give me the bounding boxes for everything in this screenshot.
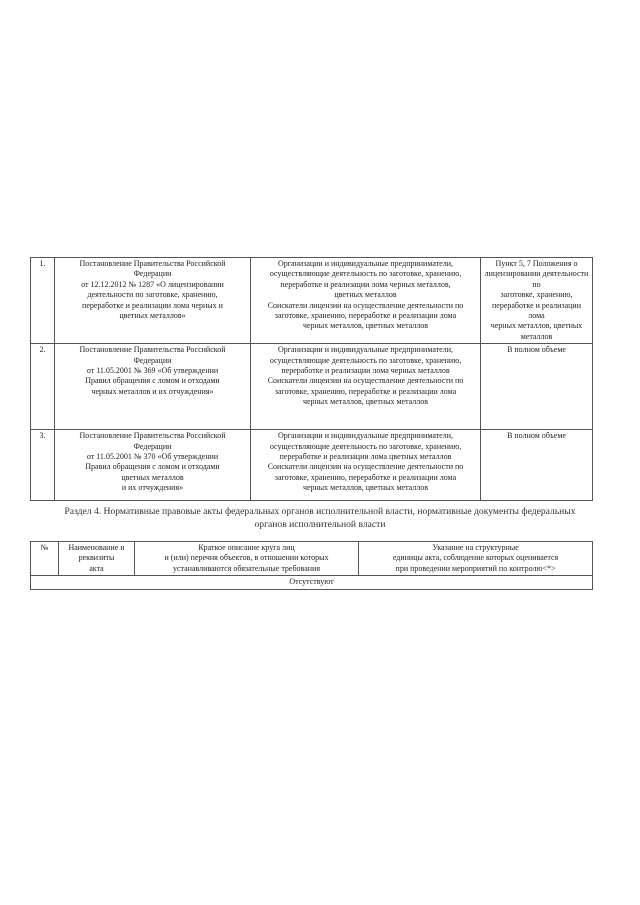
units-cell: В полном объеме bbox=[481, 430, 593, 501]
units-cell: Пункт 5, 7 Положения о лицензировании деятельности по заготовке, хранению, переработке и реализации лома черных металлов, цветных металлов bbox=[481, 258, 593, 344]
circle-cell: Организации и индивидуальные предприниматели, осуществляющие деятельность по заготовке, хранению, переработке и реализации лома черных металлов Соискатели лицензии на осуществление деятельности по заготовке, хранению, переработке и реализации лома черных металлов, цветных металлов bbox=[251, 344, 481, 430]
table-header-row bbox=[31, 542, 593, 576]
table-row bbox=[31, 430, 593, 501]
header-act-name: Наименование и реквизиты акта bbox=[59, 542, 135, 576]
header-number: № bbox=[31, 542, 59, 576]
circle-cell: Организации и индивидуальные предприниматели, осуществляющие деятельность по заготовке, хранению, переработке и реализации лома черных металлов, цветных металлов Соискатели лицензии на осуществление деятельности по заготовке, хранению, переработке и реализации лома черных металлов, цветных металлов bbox=[251, 258, 481, 344]
units-cell: В полном объеме bbox=[481, 344, 593, 430]
circle-cell: Организации и индивидуальные предприниматели, осуществляющие деятельность по заготовке, хранению, переработке и реализации лома цветных металлов Соискатели лицензии на осуществление деятельности по заготовке, хранению, переработке и реализации лома черных металлов, цветных металлов bbox=[251, 430, 481, 501]
acts-table bbox=[30, 257, 593, 501]
section-4-title: Раздел 4. Нормативные правовые акты федеральных органов исполнительной власти, нормативные документы федеральных органов исполнительной власти bbox=[64, 506, 576, 530]
act-cell: Постановление Правительства Российской Федерации от 11.05.2001 № 369 «Об утверждении Правил обращения с ломом и отходами черных металлов и их отчуждения» bbox=[55, 344, 251, 430]
act-cell: Постановление Правительства Российской Федерации от 11.05.2001 № 370 «Об утверждении Правил обращения с ломом и отходами цветных металлов и их отчуждения» bbox=[55, 430, 251, 501]
header-circle: Краткое описание круга лиц и (или) перечня объектов, в отношении которых устанавливаются обязательные требования bbox=[135, 542, 359, 576]
table-row bbox=[31, 258, 593, 344]
table-row bbox=[31, 576, 593, 589]
row-number: 1. bbox=[31, 258, 55, 344]
table-row bbox=[31, 344, 593, 430]
act-cell: Постановление Правительства Российской Федерации от 12.12.2012 № 1287 «О лицензировании деятельности по заготовке, хранению, переработке и реализации лома черных и цветных металлов» bbox=[55, 258, 251, 344]
row-number: 3. bbox=[31, 430, 55, 501]
federal-acts-table bbox=[30, 541, 593, 590]
header-units: Указание на структурные единицы акта, соблюдение которых оценивается при проведении мероприятий по контролю<*> bbox=[359, 542, 593, 576]
row-number: 2. bbox=[31, 344, 55, 430]
empty-cell: Отсутствуют bbox=[31, 576, 593, 589]
